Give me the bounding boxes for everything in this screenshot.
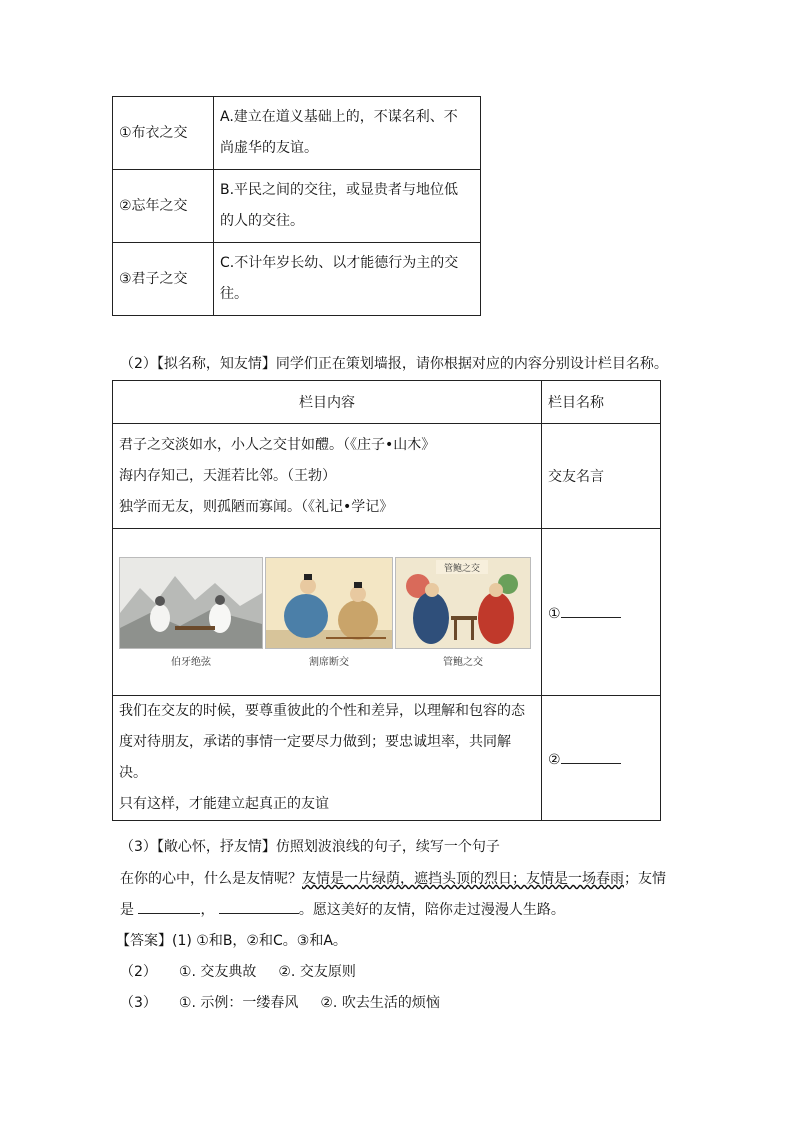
picture-caption: 伯牙绝弦 <box>171 656 211 668</box>
question-2-prompt: （2）【拟名称，知友情】同学们正在策划墙报，请你根据对应的内容分别设计栏目名称。 <box>120 356 668 372</box>
table-row <box>113 529 661 696</box>
question-3-prompt: （3）【敞心怀，抒友情】仿照划波浪线的句子，续写一个句子 <box>120 839 500 855</box>
definition-line: 尚虚华的友谊。 <box>220 140 318 156</box>
principle-line: 只有这样，才能建立起真正的友谊 <box>119 796 329 812</box>
sentence-text: 在你的心中，什么是友情呢？ <box>120 871 302 887</box>
answer-line-2 <box>120 957 356 987</box>
answer-item: ②. 吹去生活的烦恼 <box>320 995 440 1011</box>
definition-line: B.平民之间的交往，或显贵者与地位低 <box>220 182 459 198</box>
table-row <box>113 97 481 170</box>
sentence-text: 。愿这美好的友情，陪你走过漫漫人生路。 <box>298 902 565 918</box>
answer-item: ①. 交友典故 <box>178 964 257 980</box>
quotes-cell <box>113 424 542 529</box>
table-row <box>113 424 661 529</box>
column-name-cell: 交友名言 <box>542 424 661 529</box>
picture-caption: 管鲍之交 <box>443 656 483 668</box>
header-name-cell: 栏目名称 <box>542 381 661 424</box>
fill-blank-2[interactable] <box>219 899 299 914</box>
term-cell: ③君子之交 <box>113 243 214 316</box>
principle-line: 度对待朋友，承诺的事情一定要尽力做到；要忠诚坦率，共同解决。 <box>119 734 511 781</box>
definition-line: 往。 <box>220 286 248 302</box>
guanbao-painting <box>395 557 531 649</box>
quote-line: 独学而无友，则孤陋而寡闻。（《礼记•学记》 <box>119 498 394 515</box>
picture-boya <box>119 557 263 668</box>
fill-blank-1[interactable] <box>138 899 200 914</box>
principle-line: 我们在交友的时候，要尊重彼此的个性和差异，以理解和包容的态 <box>119 703 525 719</box>
definition-cell <box>214 243 481 316</box>
column-design-table <box>112 380 661 821</box>
image-row <box>119 557 535 668</box>
wavy-underlined-text: 友情是一片绿荫，遮挡头顶的烈日；友情是一场春雨 <box>302 871 624 887</box>
definition-line: C.不计年岁长幼、以才能德行为主的交 <box>220 255 459 271</box>
question-3-line-2 <box>120 895 565 925</box>
definition-cell <box>214 170 481 243</box>
table-row <box>113 696 661 821</box>
gexi-painting <box>265 557 393 649</box>
term-cell: ①布衣之交 <box>113 97 214 170</box>
definition-line: A.建立在道义基础上的，不谋名利、不 <box>220 109 458 125</box>
answer-line-1: 【答案】(1) ①和B，②和C。③和A。 <box>116 933 347 949</box>
term-cell: ②忘年之交 <box>113 170 214 243</box>
quote-line: 君子之交淡如水，小人之交甘如醴。（《庄子•山木》 <box>119 436 436 453</box>
blank-number: ① <box>548 605 561 622</box>
answer-line-3 <box>120 988 440 1018</box>
definition-cell <box>214 97 481 170</box>
sentence-text: ， <box>200 902 215 918</box>
answer-blank-2[interactable] <box>561 749 621 764</box>
picture-caption: 割席断交 <box>309 656 349 668</box>
answer-blank-cell <box>542 529 661 696</box>
answer-label: （2） <box>120 964 157 980</box>
blank-number: ② <box>548 751 561 768</box>
sentence-text: 是 <box>120 902 134 918</box>
principle-cell <box>113 696 542 821</box>
answer-item: ②. 交友原则 <box>278 964 356 980</box>
sentence-text: ；友情 <box>624 871 666 887</box>
answer-label: （3） <box>120 995 157 1011</box>
picture-guanbao <box>395 557 531 668</box>
answer-blank-1[interactable] <box>561 603 621 618</box>
table-row <box>113 243 481 316</box>
boya-painting <box>119 557 263 649</box>
matching-table <box>112 96 481 316</box>
answer-blank-cell <box>542 696 661 821</box>
table-row <box>113 170 481 243</box>
picture-gexi <box>265 557 393 668</box>
question-3-line-1 <box>120 864 666 894</box>
quote-line: 海内存知己，天涯若比邻。（王勃） <box>119 467 336 484</box>
images-cell <box>113 529 542 696</box>
table-header-row <box>113 381 661 424</box>
header-content-cell: 栏目内容 <box>113 381 542 424</box>
answer-item: ①. 示例：一缕春风 <box>178 995 299 1011</box>
definition-line: 的人的交往。 <box>220 213 304 229</box>
inset-title: 管鲍之交 <box>443 563 481 574</box>
